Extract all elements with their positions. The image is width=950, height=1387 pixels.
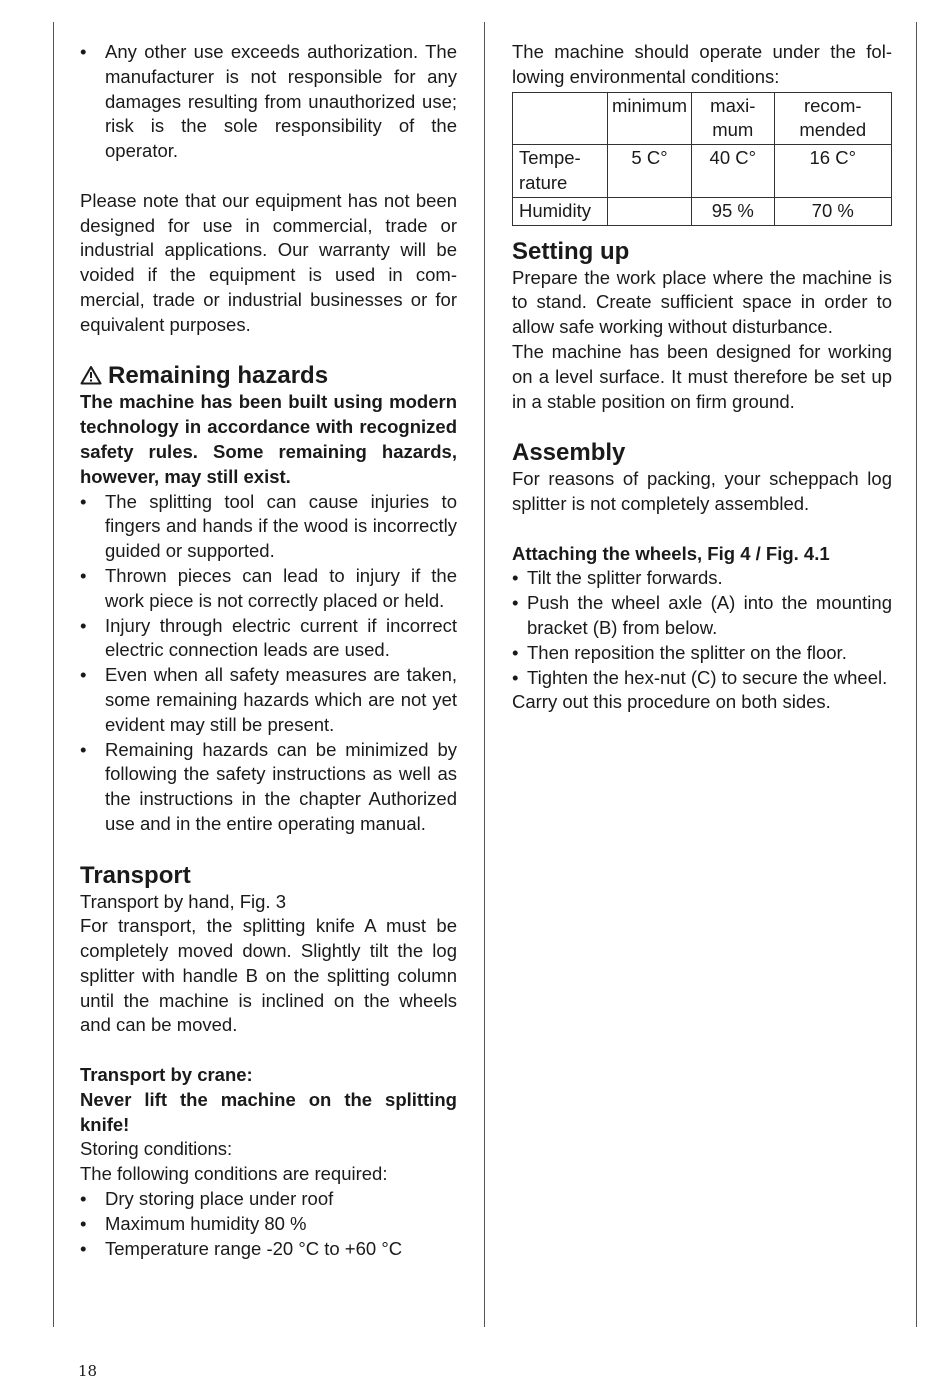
warning-triangle-icon: [80, 365, 102, 385]
environment-table: [512, 92, 892, 226]
list-item: • Tighten the hex-nut (C) to secure the wheel.: [512, 666, 888, 688]
list-item: • Thrown pieces can lead to injury if the work piece is not correctly placed or held.: [80, 564, 457, 611]
table-header-minimum: minimum: [608, 92, 692, 145]
transport-heading: Transport: [80, 861, 191, 889]
table-row-label: Temperature: [513, 145, 608, 198]
remaining-hazards-heading: Remaining hazards: [80, 362, 457, 390]
table-cell: [513, 92, 608, 145]
list-item: • Dry storing place under roof: [80, 1188, 334, 1210]
list-item: • Remaining hazards can be minimized by following the safety instructions as well as the instructions in the chapter Authorized use and in the entire operating manual.: [80, 738, 457, 834]
page-number: 18: [78, 1362, 98, 1380]
hazards-intro: The machine has been built using modern technology in accordance with recognized safety rules. Some remaining hazards, however, may still exist.: [80, 391, 457, 487]
list-item: • The splitting tool can cause injuries to fingers and hands if the wood is incorrectly guided or supported.: [80, 490, 457, 562]
table-cell: 5 C°: [608, 145, 692, 198]
crane-warning: Never lift the machine on the splitting knife!: [80, 1088, 457, 1135]
table-row-label: Humidity: [513, 197, 608, 225]
table-cell: 95 %: [692, 197, 775, 225]
setting-up-text-1: Prepare the work place where the machine is to stand. Create sufficient space in order to allow safe working without disturbance.: [512, 266, 892, 338]
transport-text: For transport, the splitting knife A must be completely moved down. Slightly tilt the log splitter with handle B on the splitting column until the machine is inclined on the wheels and can be moved.: [80, 915, 457, 1036]
wheels-list: [512, 566, 892, 690]
table-header-recommended: recommended: [774, 92, 891, 145]
table-header-row: [513, 92, 892, 145]
center-column-rule: [484, 22, 485, 1327]
list-item: • Any other use exceeds authorization. The manufacturer is not responsible for any damages resulting from unauthorized use; risk is the sole responsibility of the operator.: [80, 41, 457, 162]
wheels-title: Attaching the wheels, Fig 4 / Fig. 4.1: [512, 542, 830, 564]
right-column: [512, 40, 892, 715]
setting-up-text-2: The machine has been designed for working on a level surface. It must therefore be set up in a stable position on firm ground.: [512, 340, 892, 412]
table-cell: 40 C°: [692, 145, 775, 198]
left-column: [80, 40, 457, 1261]
table-row: [513, 145, 892, 198]
list-item: • Even when all safety measures are taken, some remaining hazards which are not yet evident may still be present.: [80, 664, 457, 735]
list-item: • Tilt the splitter forwards.: [512, 567, 723, 589]
table-cell: [608, 197, 692, 225]
table-cell: 16 C°: [774, 145, 891, 198]
table-cell: 70 %: [774, 197, 891, 225]
crane-title: Transport by crane:: [80, 1064, 253, 1086]
authorization-list: [80, 40, 457, 164]
environment-intro: The machine should operate under the following environmental conditions:: [512, 41, 892, 87]
transport-subtitle: Transport by hand, Fig. 3: [80, 890, 287, 912]
table-header-maximum: maximum: [692, 92, 775, 145]
assembly-closing: Carry out this procedure on both sides.: [512, 691, 831, 713]
hazards-list: [80, 490, 457, 837]
list-item: • Then reposition the splitter on the floor.: [512, 641, 847, 663]
storing-list: [80, 1187, 457, 1261]
storing-label: Storing conditions:: [80, 1138, 233, 1160]
right-margin-rule: [916, 22, 917, 1327]
storing-intro: The following conditions are required:: [80, 1163, 388, 1185]
table-row: [513, 197, 892, 225]
setting-up-heading: Setting up: [512, 237, 630, 265]
list-item: • Maximum humidity 80 %: [80, 1212, 307, 1234]
list-item: • Temperature range -20 °C to +60 °C: [80, 1237, 403, 1259]
warranty-paragraph: Please note that our equipment has not been designed for use in commercial, trade or industrial applications. Our warranty will be voided if the equipment is used in commercial, trade or industrial businesses or for equivalent purposes.: [80, 189, 457, 335]
left-margin-rule: [53, 22, 54, 1327]
list-item: • Push the wheel axle (A) into the mounting bracket (B) from below.: [512, 592, 892, 638]
assembly-text: For reasons of packing, your scheppach log splitter is not completely assembled.: [512, 468, 892, 514]
assembly-heading: Assembly: [512, 439, 626, 467]
list-item: • Injury through electric current if incorrect electric connection leads are used.: [80, 614, 457, 661]
